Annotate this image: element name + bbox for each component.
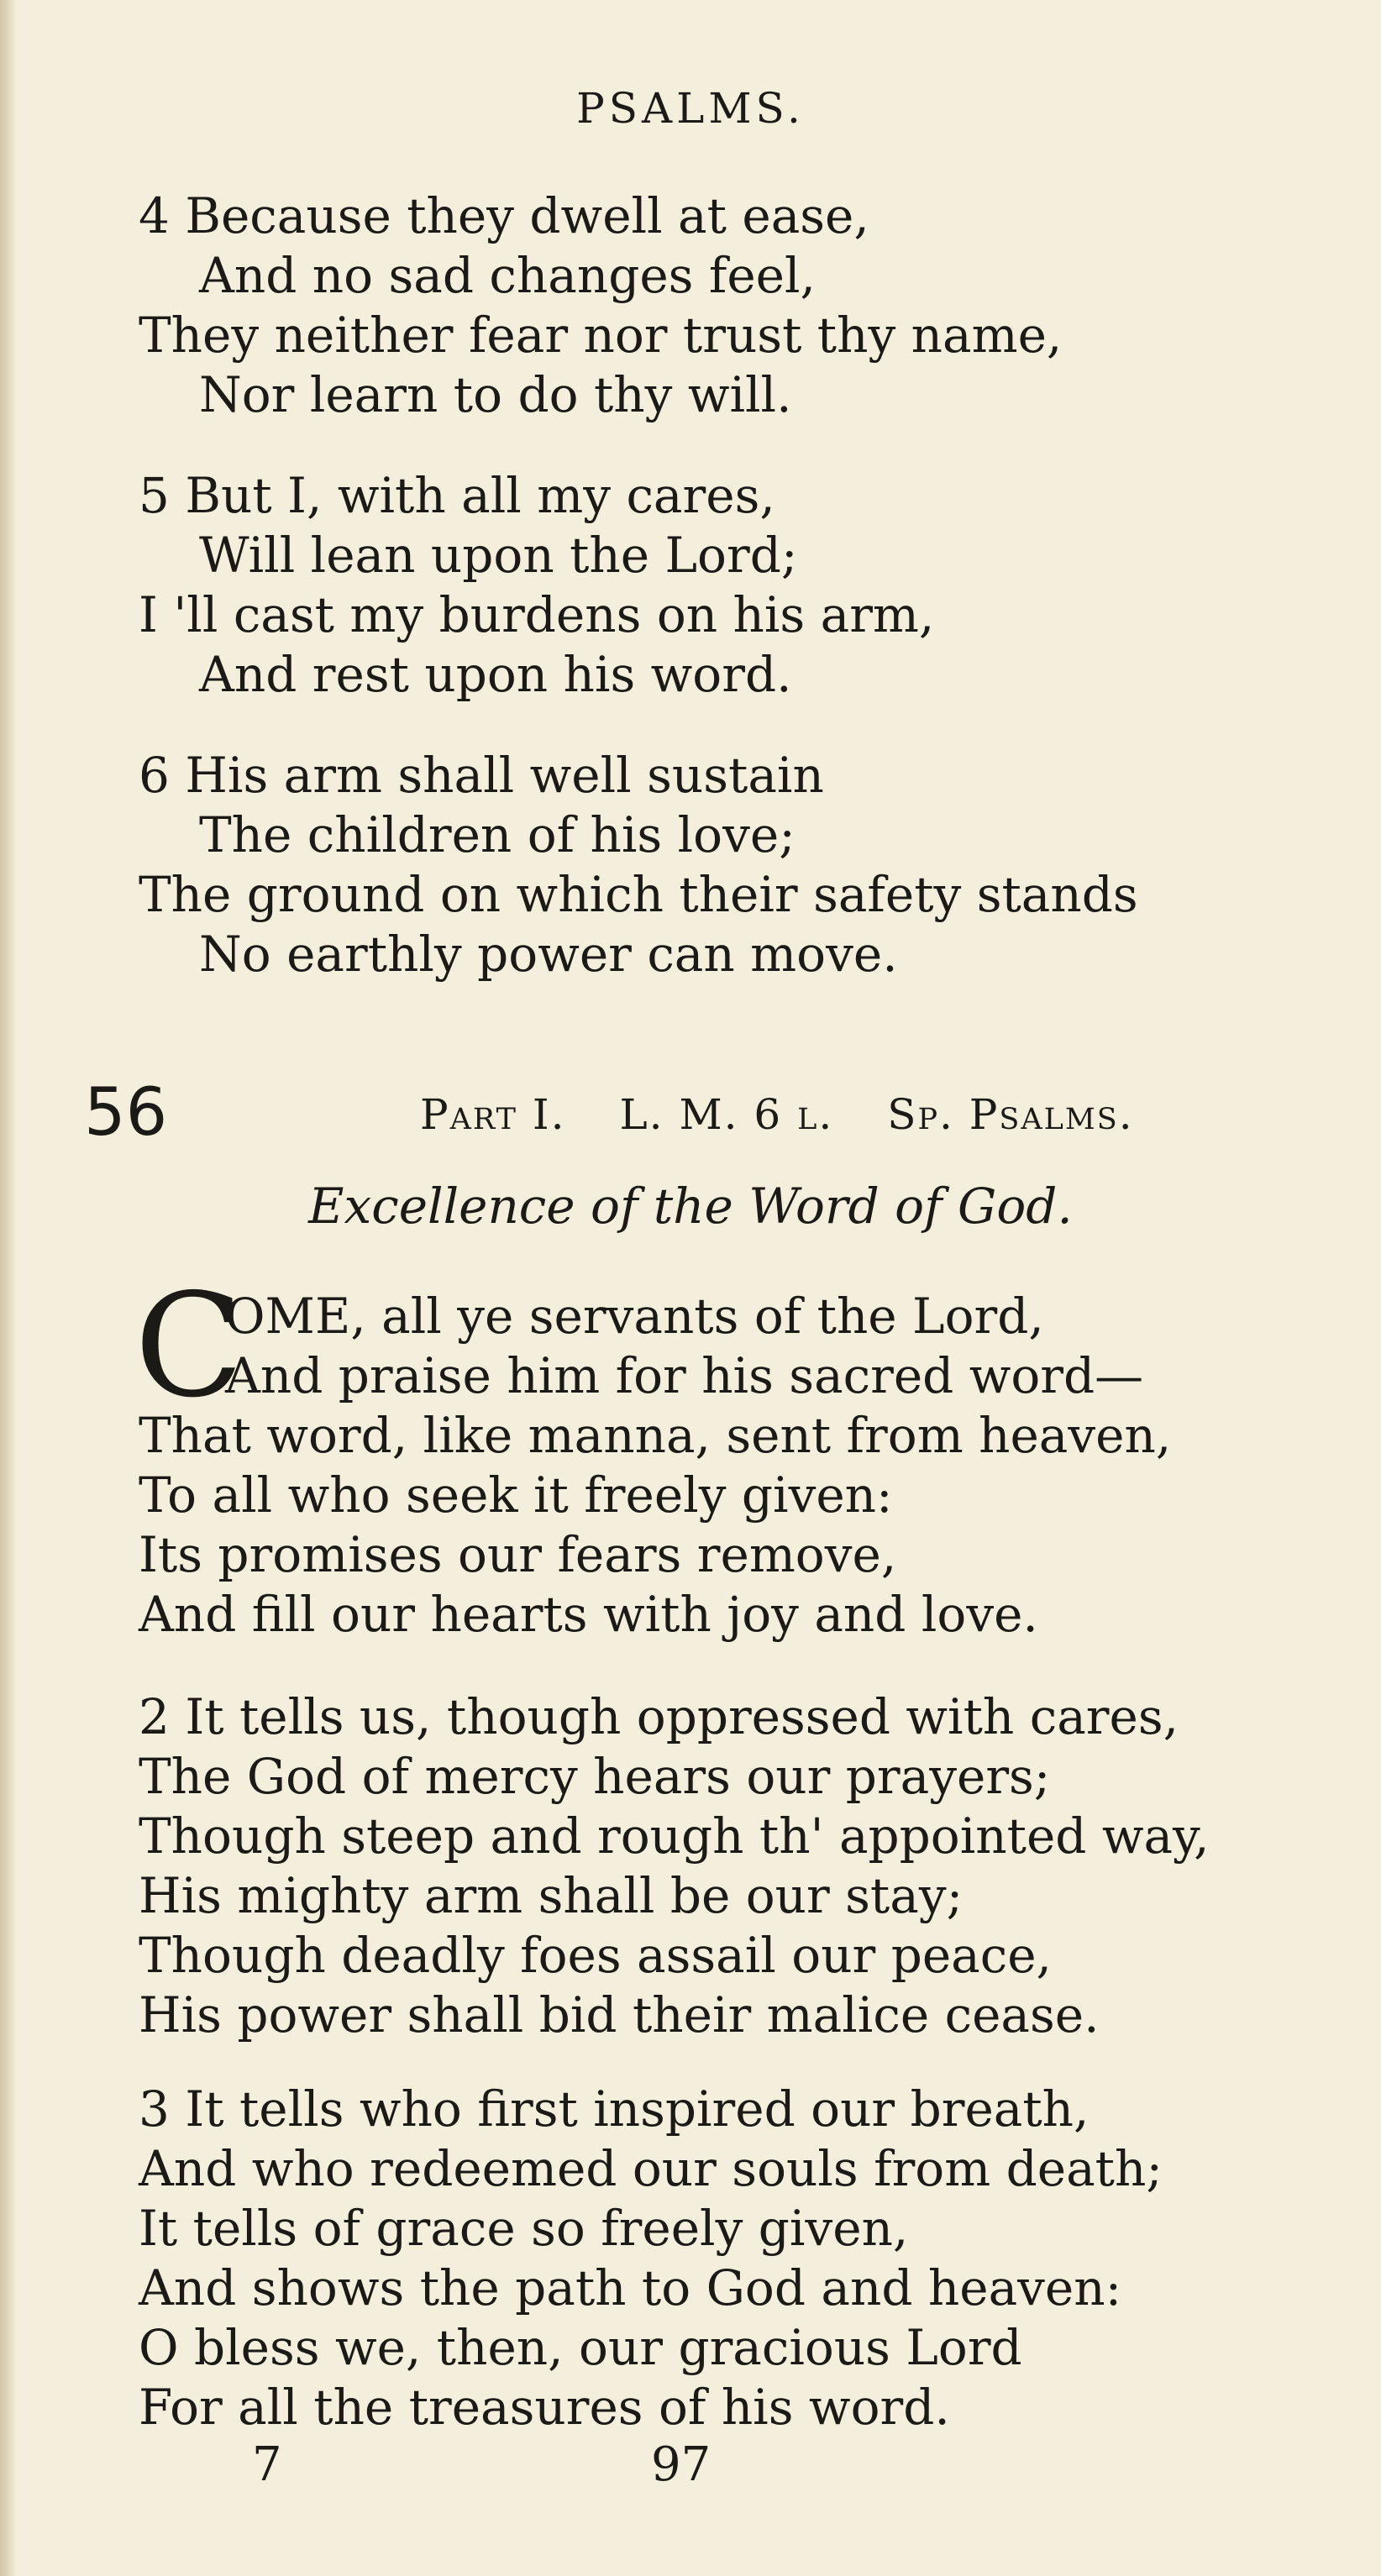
verse-line: I 'll cast my burdens on his arm,	[139, 586, 935, 643]
verse-line: The children of his love;	[199, 806, 796, 863]
page-number: 97	[651, 2437, 712, 2492]
verse-line: 4 Because they dwell at ease,	[139, 187, 869, 244]
verse-line: His mighty arm shall be our stay;	[139, 1867, 964, 1924]
hymn-header	[84, 1075, 1327, 1159]
verse-line: 6 His arm shall well sustain	[139, 747, 824, 804]
drop-cap: C	[134, 1263, 244, 1430]
verse-line: 5 But I, with all my cares,	[139, 467, 775, 524]
verse-line: OME, all ye servants of the Lord,	[225, 1288, 1044, 1345]
verse-line: 2 It tells us, though oppressed with cares,	[139, 1688, 1179, 1745]
hymn-stanza-2	[139, 1687, 1315, 2045]
verse-line: Nor learn to do thy will.	[199, 366, 792, 423]
verse-line: And fill our hearts with joy and love.	[139, 1586, 1038, 1643]
verse-line: And praise him for his sacred word—	[225, 1347, 1144, 1404]
stanza-5	[139, 466, 1315, 705]
running-head: PSALMS.	[576, 84, 805, 133]
verse-line: And shows the path to God and heaven:	[139, 2259, 1122, 2316]
hymn-source: Sp. Psalms.	[887, 1090, 1134, 1139]
verse-line: The ground on which their safety stands	[139, 866, 1138, 923]
stanza-4	[139, 186, 1315, 425]
stanza-6	[139, 746, 1315, 984]
verse-line: And rest upon his word.	[199, 646, 792, 703]
hymn-meta	[420, 1090, 1173, 1139]
verse-line: Will lean upon the Lord;	[199, 527, 798, 584]
verse-line: That word, like manna, sent from heaven,	[139, 1407, 1172, 1464]
verse-line: They neither fear nor trust thy name,	[139, 307, 1063, 364]
verse-line: Though steep and rough th' appointed way,	[139, 1807, 1210, 1865]
verse-line: His power shall bid their malice cease.	[139, 1986, 1100, 2043]
hymn-part: Part I.	[420, 1090, 566, 1139]
page-gutter	[0, 0, 15, 2576]
signature-mark: 7	[252, 2437, 282, 2492]
verse-line: No earthly power can move.	[199, 926, 898, 983]
verse-line: For all the treasures of his word.	[139, 2379, 950, 2436]
verse-line: O bless we, then, our gracious Lord	[139, 2319, 1022, 2376]
verse-line: To all who seek it freely given:	[139, 1466, 893, 1524]
verse-line: The God of mercy hears our prayers;	[139, 1748, 1051, 1805]
hymn-meter: L. M. 6 l.	[619, 1090, 834, 1139]
hymn-stanza-3	[139, 2080, 1315, 2437]
hymn-title: Excellence of the Word of God.	[308, 1178, 1073, 1235]
verse-line: And who redeemed our souls from death;	[139, 2140, 1163, 2197]
verse-line: Its promises our fears remove,	[139, 1526, 897, 1583]
verse-line: 3 It tells who first inspired our breath,	[139, 2080, 1090, 2138]
verse-line: Though deadly foes assail our peace,	[139, 1927, 1052, 1984]
hymn-number: 56	[84, 1075, 168, 1151]
verse-line: And no sad changes feel,	[199, 247, 816, 304]
verse-line: It tells of grace so freely given,	[139, 2200, 909, 2257]
hymn-stanza-1	[139, 1287, 1315, 1645]
